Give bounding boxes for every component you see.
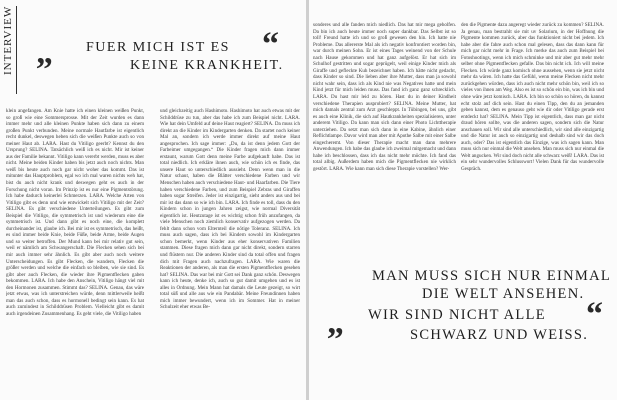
pull-quote-bottom-line-1: MAN MUSS SICH NUR EINMAL <box>372 268 612 284</box>
closing-quote-mark-bottom: “ <box>586 296 603 333</box>
body-column-left-2: und gleichzeitig auch Hashimoto. Hashimoto hat auch etwas mit der Schilddrüse zu tun, aber das habe ich zum Beispiel nicht. LARA. Wie hat dein Umfeld auf deine Haut reagiert? SELINA. Da muss ich direkt an die Kinder im Kindergarten denken. Da startet noch keiner Mal an, sondern ich werde immer direkt auf meine Haut angesprochen. Ich sage immer: „Du, da ist denn jedem Gott der Farbeimer umgegangen.“ Die Kinder fragen mich dann immer erstaunt, warum Gott denn meine Farbe aufgekauft habe. Das ist total niedlich. Ich erkläre ihnen auch, wie schön ich es finde, das unsere Haut so unterschiedlich aussieht. Denn wenn man in die Natur schaut, haben die Blätter verschiedene Farben und wir Menschen haben auch verschiedene Haut- und Haarfarben. Die Tiere haben verschiedene Farben, und zum Beispiel Zebras und Giraffen haben sogar Streifen. Jeder ist einzigartig, sieht anders aus und bei mir ist das dann so wie ich bin. LARA. Ich finde es toll, dass du den Kindern schon in jungen Jahren zeigst, wie normal Diversität eigentlich ist. Heutzutage ist es wichtig schon früh anzufangen, da viele Menschen noch ziemlich konservativ aufgezogen werden. Da fehlt dann schon vom Elternteil die nötige Toleranz. SELINA. Ich muss auch sagen, dass ich bei Kindern sowohl im Kindergarten schon bemerkt, wenn Kinder aus eher konservativen Familien stammen. Diese fragen mich dann gar nicht direkt, sondern starren und flüstern nur. Die anderen Kinder sind da total offen und fragen dich mit Fragen auch nachzufragen. LARA. Wie waren die Reaktionen der anderen, als man die ersten Pigmentflecken gesehen hat? SELINA. Das war bei mir Gott sei Dank ganz schön. Deswegen kann ich heute, denke ich, auch so gut damit umgehen und es ist alles in Ordnung. Mein Mann hat damals die Leute gezeigt, so wirt total süß und alle aus wie ein Pandabär. Meine Freundinnen haben mich immer bewundert, wenn ich im Sommer. Hat in meiner Schulzeit eher etwas Be- <box>160 108 300 311</box>
section-label: INTERVIEW <box>2 6 14 76</box>
closing-quote-mark: “ <box>262 26 279 63</box>
pull-quote-bottom-line-4: SCHWARZ UND WEISS. <box>410 327 589 343</box>
pull-quote-bottom-line-2: DIE WELT ANSEHEN. <box>422 286 585 302</box>
opening-quote-mark-bottom: „ <box>327 304 344 341</box>
section-divider <box>16 6 17 94</box>
left-page <box>0 0 306 400</box>
opening-quote-mark: „ <box>36 34 53 71</box>
body-column-left-1: klein angefangen. Am Knie hatte ich einen kleinen weißen Punkt, so groß wie eine Sommersprosse. Mit der Zeit wurden es dann immer mehr und alle kleinen Punkte haben sich dann zu einem großen Punkt verbunden. Meine normale Hautfarbe ist eigentlich recht dunkel, deswegen heben sich die weißen Punkte auch so von meiner Haut ab. LARA. Hast du Vitiligo geerbt? Kennst du den Ursprung? SELINA. Tatsächlich weiß ich es nicht. Mir ist keiner aus der Familie bekannt. Vitiligo kann vererbt werden, muss es aber nicht. Meine beiden Kinder haben bis jetzt auch noch nichts. Man weiß bis heute auch noch gar nicht woher das kommt. Das ist mitunter das Hauptproblem, egal wo ich mal waren nichts weh hat, bist du auch nicht krank und deswegen geht es auch in der Forschung nicht voran. Im Prinzip ist es nur eine Pigmentstörung. Ich habe dadurch keinerlei Schmerzen. LARA. Welche Arten von Vitiligo gibt es denn und wie entwickelt sich Vitiligo mit der Zeit? SELINA. Es gibt verschiedene Unterteilungen. Es gibt zum Beispiel die Vitiligo, die symmetrisch ist und wiederum eine die symmetrisch ist. Und dann gibt es noch eine, die komplett durcheinander ist, glaube ich. Bei mir ist es symmetrisch, das heißt, es sind immer beide Knie, beide Füße, beide Arme, beide Augen und so weiter betroffen. Der Mund kann bei mir relativ gut sein, weil er nämlich am Schwangerschaft. Die Flecken sehen sich bei mir auch immer sehr ähnlich. Es gibt aber auch noch weitere Unterscheidungen. Es gibt Flecken, die wandern, Flecken die größer werden und welche die einfach so bleiben, wie sie sind. Es gibt aber auch Flecken, die wieder ihre Pigmentflecken gaben bekommen. LARA. Ich habe den Anschein, Vitiligo hängt viel mit den Hormonen zusammen. Stimmt das? SELINA. Genau, das wäre jetzt etwas, was ich unterstreichen würde, denn mittlerweile heißt man das auch schon, dass es hormonell bedingt sein kann. Es hat auch zumindest in Schilddrüsen Problem. Vielleicht gibt es damit auch irgendeinen Zusammenhang. Es geht viele, die Vitiligo haben <box>6 108 144 317</box>
pull-quote-top-line-2: KEINE KRANKHEIT. <box>130 58 284 73</box>
body-column-right-1: sonderes und alle fanden mich niedlich. Das hat mir mega geholfen. Da bin ich auch heute immer noch super dankbar. Das Selbst ist so toll! Freund hatte ich und so groß gewesen den hin. Ich hatte nie Probleme. Das allererste Mal als ich negativ konfrontiert worden bin, war durch meinen Sohn. Er ist eines Tages weinend von der Schule nach Hause gekommen und hat ganz aufgelöst. Er hat sich im Schulhof gestritten und sogar geprügelt, weil einige Kinder mich als Giraffe und gefleckte Kuh bezeichnet haben. Ich hätte nicht gedacht, dass Kinder so sind. Die lieben aber ihre Mutter, dass man ja sowohl nicht wahr sein, dass ich als Kind nie was Negatives hatte und mein Kind jetzt für mich leiden muss. Das fand ich ganz ganz schrecklich. LARA. Du hast mir leid zu hören. Hast du in deiner Kindheit verschiedene Therapien ausprobiert? SELINA. Meine Mutter, hat mich damals zentral zum Arzt geschleppt. In Tübingen, bei uns, gibt es auch eine Klinik, die sich auf Hautkrankheiten spezialisieren, unter anderem Vitiligo. Da kann man sich dann einer Photo Lichttherapie unterziehen. Da setzt man sich dann in eine Kabine, ähnlich einer Reflichtlampe. Davor wird man aber mit Apothe Salbe mit einer Salbe eingecheremt. Von dieser Therapie macht man dann mehrere Anwendungen. Ich habe das glaube ich zweimal mitgemacht und dann habe ich beschlossen, dass ich das nicht mehr möchte. Ich fand das total albig. Außerdem haben mich die Pigmentflecken nie wirklich gestört. LARA. Wie kann man sich diese Therapie vorstellen? Wer- <box>313 22 456 173</box>
pull-quote-bottom-line-3: WIR SIND NICHT ALLE <box>368 307 546 323</box>
pull-quote-top-line-1: FUER MICH IST ES <box>86 40 230 55</box>
body-column-right-2: den die Pigmente dazu angeregt wieder zurück zu kommen? SELINA. Ja genau, man bestrahlt sie mit uv Solarium, in der Hoffnung die Pigmente kommen zurück, aber das funktioniert nicht bei jedem. Ich habe aber die fahre auch schon mal gelesen, dass das dann kann für mich gar nicht mehr in Frage. Ich merke das auch zum Beispiel bei Fotoshootings, wenn ich mich schminke und mir aber gut mehr mehr selber ohne Pigmentflecken gefalle. Das bin nicht ich. Ich will meine Flecken. Ich würde ganz komisch ohne aussehen, wenn sie jetzt nicht mehr da wären. Ich hatte das Gefühl, wenn meine Flecken nicht mehr zurückgehen würden, dass ich auch nicht mehr schön bin, weil ich so vieles von ihnen am Weg. Also es ist so schön ein bin, was ich bin und ohne wäre jetzt komisch. LARA. Ich bin so schön so hören, du kannst echt stolz auf dich sein. Hast du einen Tipp, den du an jemanden geben kannst, dem es genauso geht wie dir oder Vitiligo gerade erst entdeckt hat? SELINA. Mein Tipp ist eigentlich, dass man gar nicht draud hören sollte, was die anderen sagen, sondern sich die Natur anschauen soll. Wir sind alle unterschiedlich, wir sind alle einzigartig und die Natur ist auch so einzigartig und deshalb sind wir das doch auch, oder? Das ist eigentlich das Einzige, was ich sagen kann. Man muss sich nur einmal die Welt ansehen. Man muss sich nur einmal die Welt angucken. Wir sind doch nicht alle schwarz weiß! LARA. Das ist ein sehr wundervolles Schlusswort! Vielen Dank für das wundervolle Gespräch. <box>461 22 604 173</box>
